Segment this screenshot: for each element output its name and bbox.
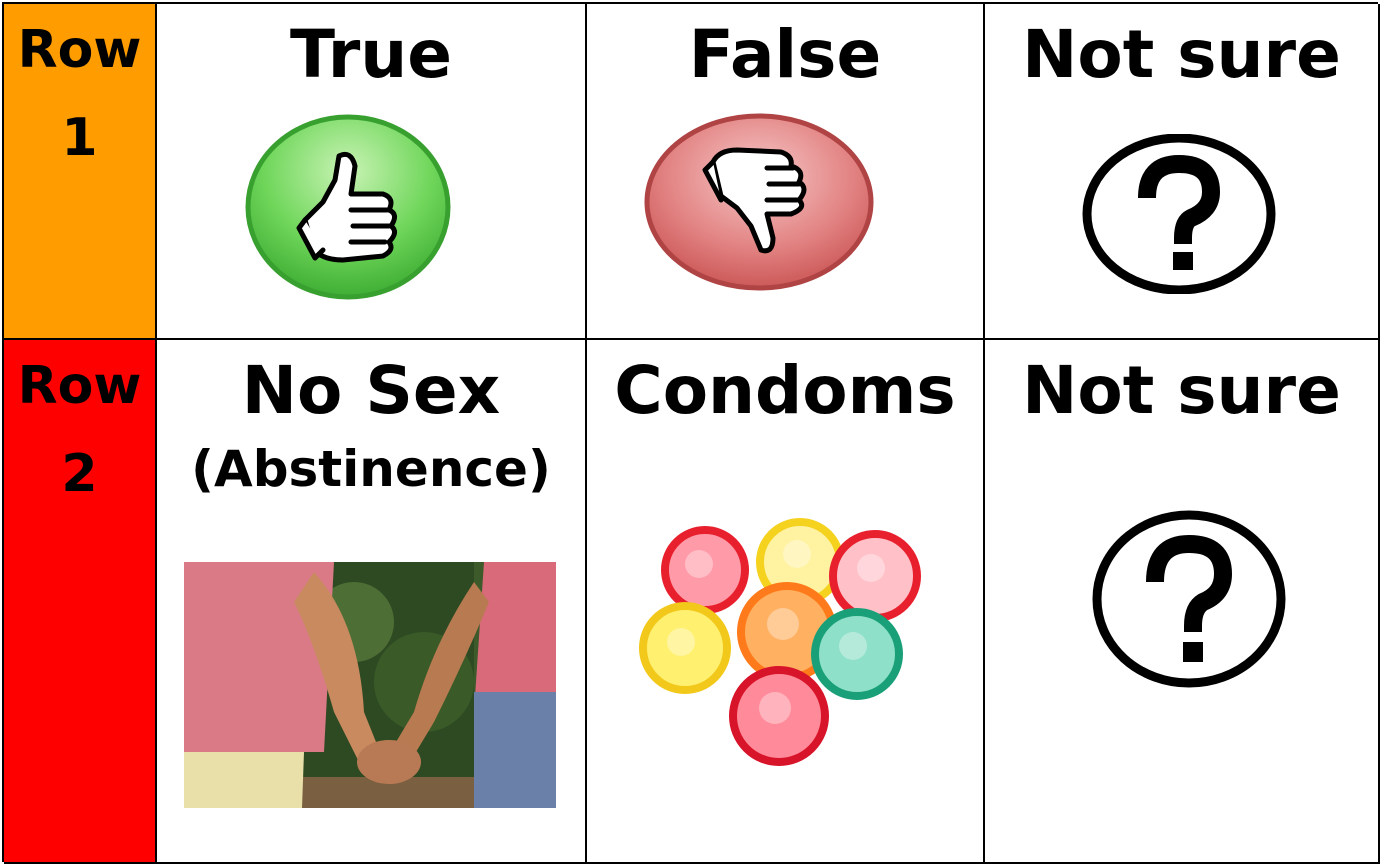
row-1-label-word: Row bbox=[17, 20, 142, 80]
colorful-condoms-photo bbox=[637, 516, 927, 766]
holding-hands-photo bbox=[184, 562, 556, 808]
row-2-label bbox=[4, 340, 157, 864]
option-condoms[interactable] bbox=[587, 340, 985, 864]
option-not-sure-1-title: Not sure bbox=[1022, 16, 1341, 93]
option-not-sure-1[interactable] bbox=[985, 4, 1380, 340]
row-2-label-word: Row bbox=[17, 356, 142, 416]
option-false[interactable] bbox=[587, 4, 985, 340]
option-no-sex-subtitle: (Abstinence) bbox=[191, 440, 551, 498]
option-false-title: False bbox=[688, 16, 882, 93]
question-mark-icon bbox=[1081, 134, 1277, 294]
option-true-title: True bbox=[289, 16, 453, 93]
answer-grid bbox=[2, 2, 1378, 862]
option-no-sex[interactable] bbox=[157, 340, 587, 864]
option-true[interactable] bbox=[157, 4, 587, 340]
option-condoms-title: Condoms bbox=[614, 352, 956, 429]
option-not-sure-2-title: Not sure bbox=[1022, 352, 1341, 429]
row-1-label-number: 1 bbox=[61, 108, 98, 168]
option-no-sex-title: No Sex bbox=[241, 352, 501, 429]
option-not-sure-2[interactable] bbox=[985, 340, 1380, 864]
thumbs-up-icon bbox=[243, 110, 453, 300]
thumbs-down-icon bbox=[641, 110, 877, 296]
question-mark-icon bbox=[1091, 510, 1287, 688]
row-2-label-number: 2 bbox=[61, 444, 98, 504]
row-1-label bbox=[4, 4, 157, 340]
